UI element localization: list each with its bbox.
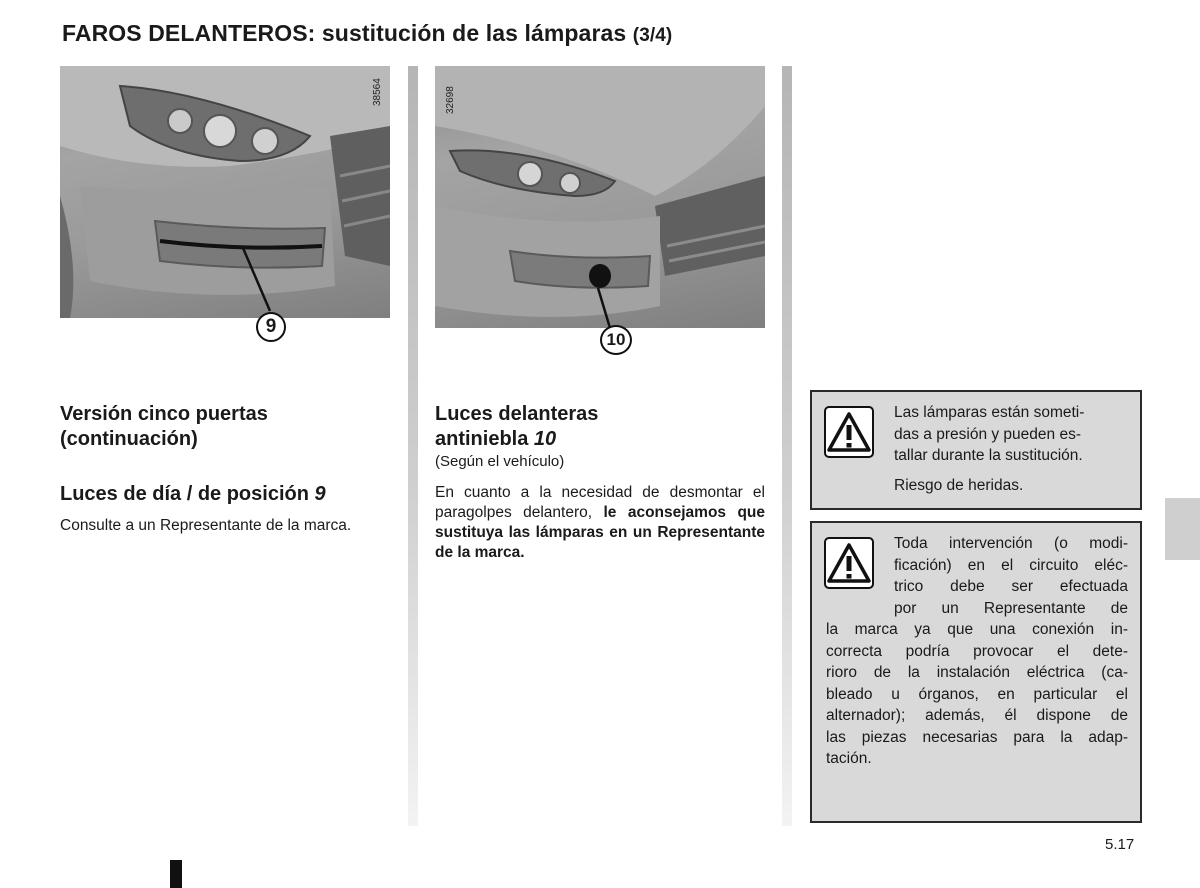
warning-box-2 [810, 521, 1142, 823]
warning-triangle-icon [824, 537, 874, 589]
paragraph-consulte: Consulte a un Representante de la marca. [60, 517, 352, 534]
headlight-photo-1 [60, 66, 390, 318]
car-front-illustration-2 [435, 66, 765, 328]
warning-line: tación. [826, 750, 872, 767]
column-divider-right [782, 66, 792, 826]
warning-line: Riesgo de heridas. [894, 476, 1024, 494]
page-title-main: FAROS DELANTEROS: sustitución de las lámparas [62, 20, 627, 46]
warning-line: das a presión y pueden es- [894, 425, 1081, 443]
heading-version-cinco-puertas [60, 402, 268, 452]
page-title [62, 20, 672, 47]
figure-ref-code-1: 38564 [372, 78, 383, 106]
warning-line: Las lámparas están someti- [894, 404, 1085, 421]
crop-mark [170, 860, 182, 888]
heading-line: Luces delanteras [435, 403, 599, 425]
heading-ref-number: 9 [314, 483, 326, 505]
section-tab [1165, 498, 1200, 560]
warning-line: bleado u órganos, en particular el [826, 685, 1128, 703]
warning-line: alternador); además, él dispone de [826, 707, 1128, 724]
page-title-part: (3/4) [632, 25, 673, 46]
warning-line: ficación) en el circuito eléc- [894, 556, 1128, 574]
warning-line: la marca ya que una conexión in- [826, 621, 1128, 638]
page-number: 5.17 [1105, 836, 1135, 853]
car-front-illustration-1 [60, 66, 390, 318]
heading-luces-dia-posicion [60, 482, 326, 507]
warning-line: las piezas necesarias para la adap- [826, 728, 1128, 746]
heading-text: Luces de día / de posición [60, 483, 309, 505]
heading-ref-number: 10 [533, 428, 557, 450]
warning-text-2b [826, 619, 1128, 770]
callout-9: 9 [256, 312, 286, 342]
figure-ref-code-2: 32698 [445, 86, 456, 114]
warning-line: trico debe ser efectuada [894, 578, 1128, 595]
heading-luces-antiniebla [435, 402, 598, 452]
warning-line: rioro de la instalación eléctrica (ca- [826, 664, 1128, 681]
warning-triangle-icon [824, 406, 874, 458]
column-divider-left [408, 66, 418, 826]
callout-10: 10 [600, 325, 632, 355]
warning-line: tallar durante la sustitución. [894, 447, 1083, 464]
warning-line: por un Representante de [894, 599, 1128, 617]
warning-box-1 [810, 390, 1142, 510]
warning-text-2a [894, 533, 1128, 619]
paragraph-desmontar [435, 483, 765, 563]
headlight-photo-2 [435, 66, 765, 328]
warning-line: correcta podría provocar el dete- [826, 642, 1128, 660]
heading-line: Versión cinco puertas [60, 403, 268, 425]
heading-line: antiniebla [435, 428, 529, 450]
warning-line: Toda intervención (o modi- [894, 535, 1128, 552]
heading-line: (continuación) [60, 428, 198, 450]
subtitle-segun-vehiculo: (Según el vehículo) [435, 453, 565, 470]
paragraph-plain: En cuanto a la necesidad de desmontar el paragolpes delantero, [435, 484, 765, 521]
warning-text-1 [894, 402, 1130, 496]
paragraph-bold: le aconsejamos que sustituya las lámparas en un Representante de la marca. [435, 504, 766, 561]
